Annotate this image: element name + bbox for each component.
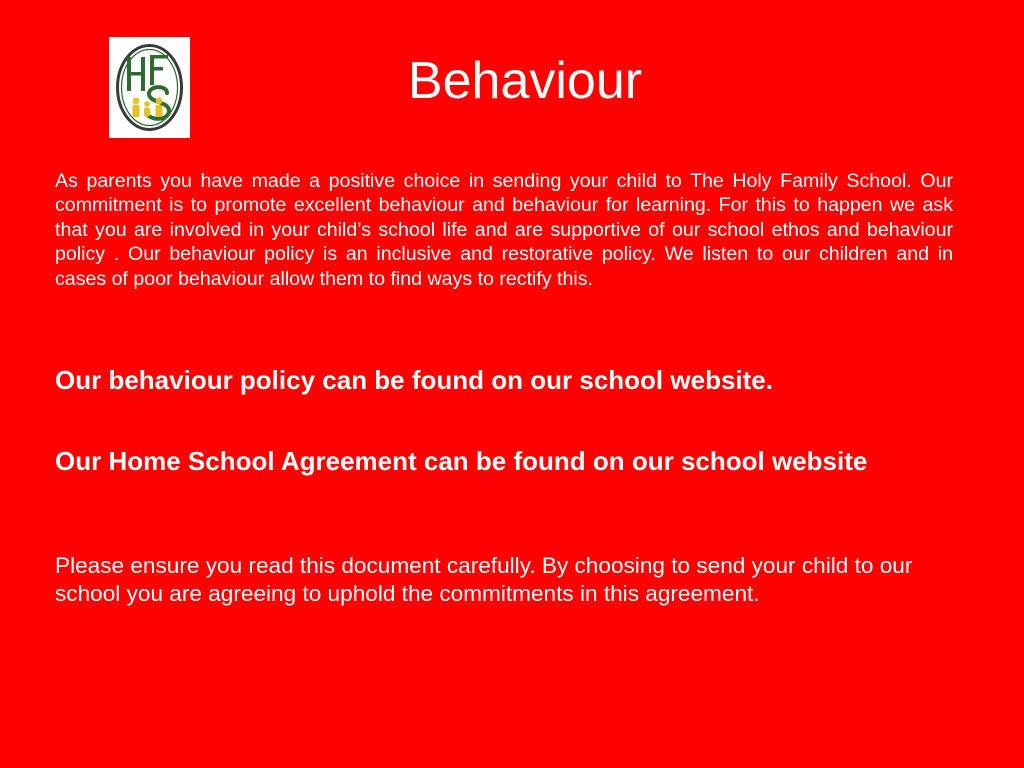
slide-title: Behaviour bbox=[407, 52, 643, 110]
school-crest-icon bbox=[109, 37, 190, 138]
home-school-agreement-note: Our Home School Agreement can be found on our school website bbox=[55, 446, 868, 476]
school-logo bbox=[109, 37, 190, 138]
closing-paragraph: Please ensure you read this document carefully. By choosing to send your child to our school you are agreeing to uphold the commitments in this agreement. bbox=[55, 553, 913, 606]
behaviour-policy-note: Our behaviour policy can be found on our school website. bbox=[55, 365, 773, 395]
intro-paragraph: As parents you have made a positive choice in sending your child to The Holy Family School. Our commitment is to promote excellent behaviour and behaviour for learning. For this to happen we ask that you are involved in your child’s school life and are supportive of our school ethos and behaviour policy . Our behaviour policy is an inclusive and restorative policy. We listen to our children and in cases of poor behaviour allow them to find ways to rectify this. bbox=[55, 170, 953, 290]
